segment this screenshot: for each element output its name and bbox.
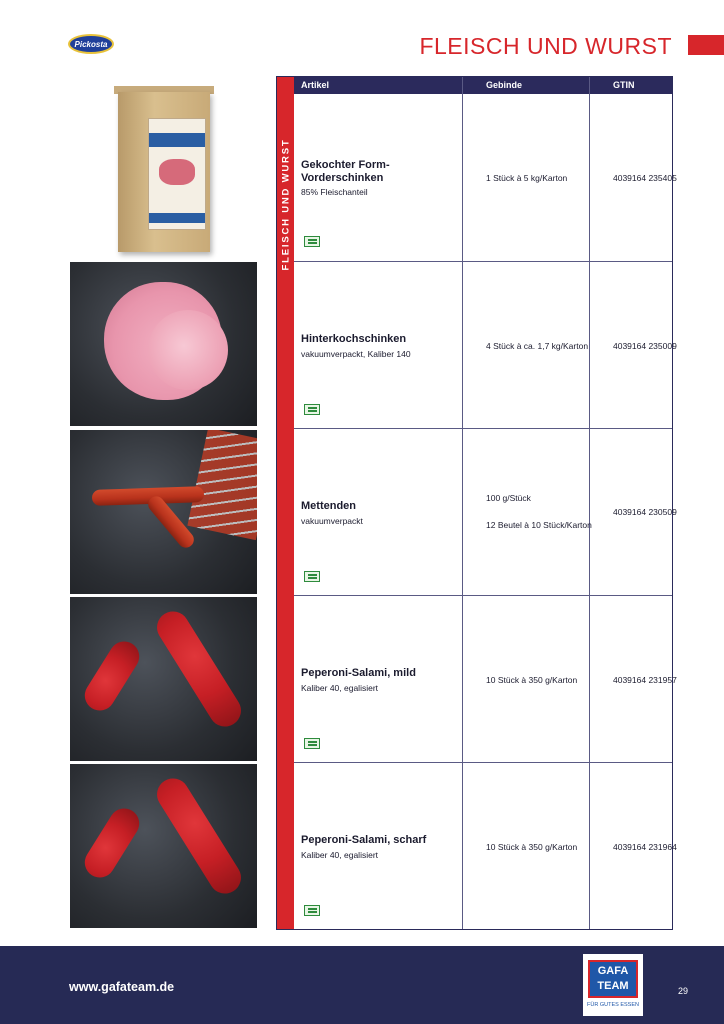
title-accent-block xyxy=(688,35,724,55)
salami-short xyxy=(79,636,145,716)
product-image-mettenden xyxy=(70,430,257,594)
gafa-logo-mark xyxy=(588,960,638,998)
gafa-logo-line1: GAFA xyxy=(597,965,629,977)
header-article: Artikel xyxy=(301,80,330,90)
product-name: Gekochter Form-Vorderschinken xyxy=(301,159,390,184)
product-desc: Kaliber 40, egalisiert xyxy=(301,683,379,693)
product-packaging-secondary: 12 Beutel à 10 Stück/Karton xyxy=(486,520,592,530)
product-desc: 85% Fleischanteil xyxy=(301,187,368,197)
salami-short xyxy=(79,803,145,883)
product-table xyxy=(276,76,677,930)
product-image-form-vorderschinken xyxy=(114,86,214,252)
product-image-salami-scharf xyxy=(70,764,257,928)
product-desc: vakuumverpackt xyxy=(301,516,363,526)
vlog-quality-icon xyxy=(304,404,320,415)
vlog-quality-icon xyxy=(304,236,320,247)
product-packaging: 4 Stück à ca. 1,7 kg/Karton xyxy=(486,341,589,351)
product-gtin: 4039164 231957 xyxy=(613,675,677,685)
table-row xyxy=(294,595,677,763)
header-gtin: GTIN xyxy=(613,80,635,90)
product-name: Peperoni-Salami, scharf xyxy=(301,834,427,846)
website-link[interactable]: www.gafateam.de xyxy=(69,980,175,994)
product-desc: Kaliber 40, egalisiert xyxy=(301,850,379,860)
product-packaging: 10 Stück à 350 g/Karton xyxy=(486,842,578,852)
table-row xyxy=(294,428,677,596)
product-image-salami-mild xyxy=(70,597,257,761)
product-name: Peperoni-Salami, mild xyxy=(301,667,416,679)
product-packaging: 10 Stück à 350 g/Karton xyxy=(486,675,578,685)
product-gtin: 4039164 235009 xyxy=(613,341,677,351)
table-row xyxy=(294,762,677,930)
table-row xyxy=(294,261,677,429)
sausage-pack xyxy=(187,430,257,540)
gafa-logo-tagline: FÜR GUTES ESSEN xyxy=(587,1002,639,1008)
salami-long xyxy=(151,772,247,899)
product-name: Hinterkochschinken xyxy=(301,333,407,345)
product-packaging: 1 Stück à 5 kg/Karton xyxy=(486,173,568,183)
product-packaging: 100 g/Stück xyxy=(486,493,531,503)
logo-text: Pickosta xyxy=(74,39,108,49)
gafa-team-logo xyxy=(583,954,643,1016)
gafa-logo-line2: TEAM xyxy=(597,980,629,992)
product-gtin: 4039164 235405 xyxy=(613,173,677,183)
product-image-hinterkochschinken xyxy=(70,262,257,426)
box-body xyxy=(118,92,210,252)
pickosta-logo xyxy=(68,34,114,54)
table-header xyxy=(294,77,672,94)
page-title: FLEISCH UND WURST xyxy=(419,33,672,59)
header-packaging: Gebinde xyxy=(486,80,523,90)
vertical-category-tab xyxy=(277,77,294,929)
salami-long xyxy=(151,605,247,732)
ham-slice-face xyxy=(148,310,228,390)
page-number: 29 xyxy=(678,986,689,996)
page-footer xyxy=(0,946,724,1024)
table-row xyxy=(294,94,677,262)
box-label xyxy=(148,118,206,230)
product-gtin: 4039164 230509 xyxy=(613,507,677,517)
vlog-quality-icon xyxy=(304,571,320,582)
product-gtin: 4039164 231964 xyxy=(613,842,677,852)
product-name: Mettenden xyxy=(301,500,356,512)
vlog-quality-icon xyxy=(304,905,320,916)
product-desc: vakuumverpackt, Kaliber 140 xyxy=(301,349,411,359)
vertical-category-label: FLEISCH UND WURST xyxy=(280,138,291,270)
vlog-quality-icon xyxy=(304,738,320,749)
